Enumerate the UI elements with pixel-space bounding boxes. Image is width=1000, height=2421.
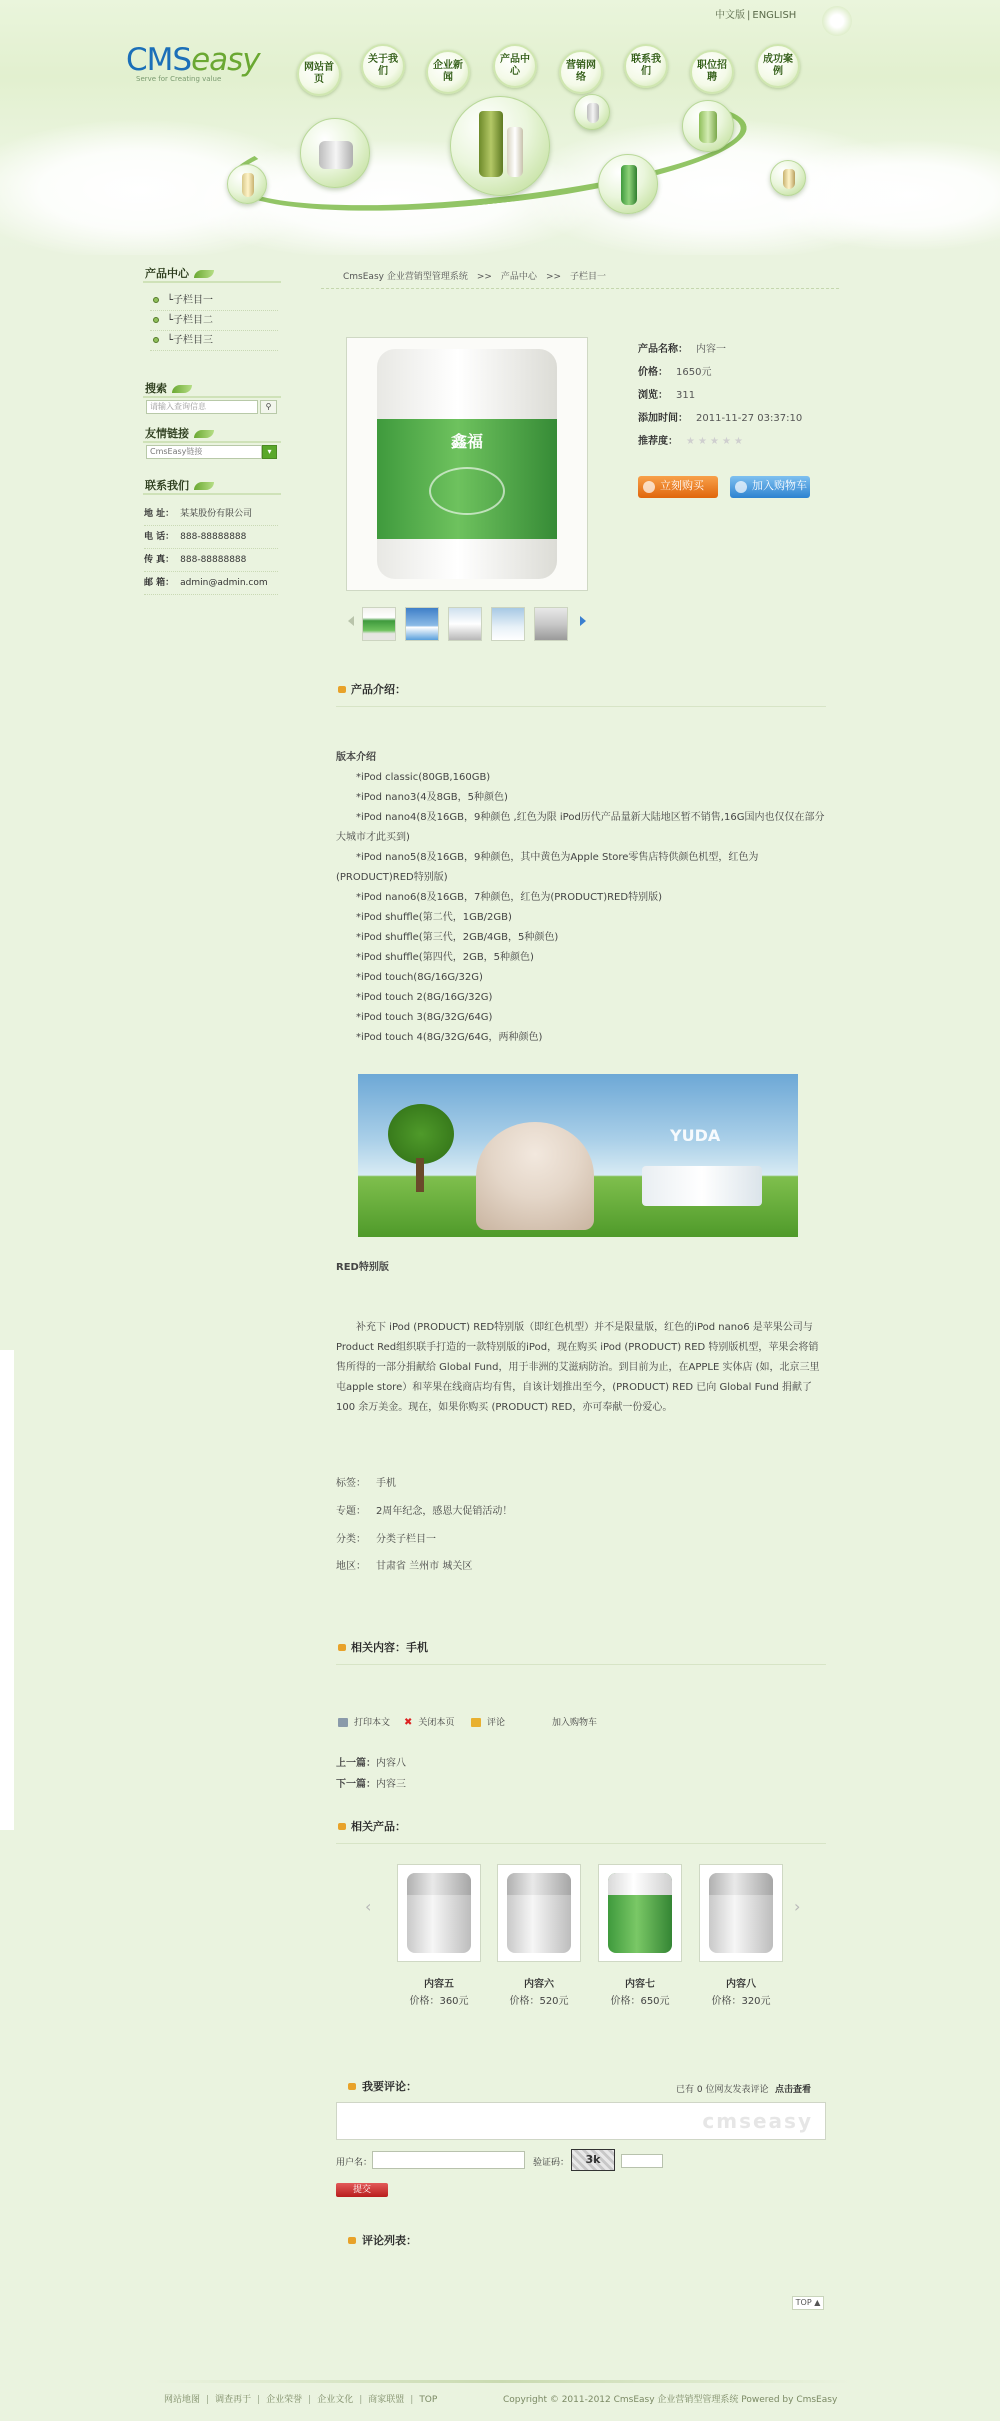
sidebar-item-sub1[interactable]: └子栏目一	[150, 292, 278, 311]
related-product-1[interactable]	[397, 1864, 481, 1962]
printer-icon	[338, 1718, 348, 1727]
product-views-row: 浏览： 311	[638, 390, 696, 401]
carousel-next-icon[interactable]: ›	[794, 1897, 801, 1916]
left-edge-strip	[0, 1350, 14, 1830]
product-name: 内容一	[696, 344, 726, 355]
prev-article-link[interactable]: 内容八	[376, 1758, 406, 1769]
contact-address: 地 址： 某某股份有限公司	[144, 504, 278, 526]
product-bubble	[227, 164, 267, 204]
logo-tagline: Serve for Creating value	[136, 75, 222, 83]
footer-link-survey[interactable]: 调查再于	[215, 2395, 252, 2405]
section-bullet-icon	[348, 2083, 356, 2090]
comment-textarea[interactable]	[336, 2102, 826, 2140]
product-bubble	[598, 154, 658, 214]
chevron-down-icon[interactable]: ▾	[262, 445, 277, 459]
thumb-next-arrow-icon[interactable]	[580, 616, 586, 626]
comment-list-title: 评论列表：	[346, 2234, 826, 2258]
star-icon[interactable]: ★	[698, 436, 707, 447]
related-content-title: 相关内容：手机	[336, 1641, 826, 1665]
close-icon: ✖	[404, 1717, 413, 1728]
related-product-3[interactable]	[598, 1864, 682, 1962]
section-bullet-icon	[338, 1644, 346, 1651]
buy-now-button[interactable]: 立刻购买	[638, 476, 718, 498]
footer-link-culture[interactable]: 企业文化	[317, 2395, 354, 2405]
bullet-icon	[153, 297, 159, 303]
prev-article: 上一篇：内容八	[336, 1758, 406, 1769]
product-time: 2011-11-27 03:37:10	[696, 413, 803, 424]
sidebar-contact-title: 联系我们	[143, 477, 281, 495]
thumbnail-4[interactable]	[491, 607, 525, 641]
related-product-price: 价格：320元	[711, 1996, 771, 2007]
product-price-row: 价格： 1650元	[638, 367, 712, 378]
comment-icon	[471, 1718, 481, 1727]
footer-link-alliance[interactable]: 商家联盟	[368, 2395, 405, 2405]
captcha-input[interactable]	[621, 2154, 663, 2168]
related-product-name[interactable]: 内容八	[726, 1979, 756, 1990]
related-products-title: 相关产品：	[336, 1820, 826, 1844]
leaf-icon	[194, 270, 214, 278]
links-select[interactable]: CmsEasy链接	[146, 445, 262, 459]
product-bubble	[770, 160, 806, 196]
header	[0, 0, 1000, 255]
view-comments-link[interactable]: 点击查看	[775, 2085, 812, 2095]
search-input[interactable]: 请输入查询信息	[146, 400, 258, 414]
nav-cases[interactable]: 成功案例	[756, 44, 800, 88]
related-product-price: 价格：360元	[409, 1996, 469, 2007]
thumbnail-5[interactable]	[534, 607, 568, 641]
nav-products[interactable]: 产品中心	[493, 44, 537, 88]
related-product-4[interactable]	[699, 1864, 783, 1962]
star-icon[interactable]: ★	[734, 436, 743, 447]
section-bullet-icon	[338, 686, 346, 693]
footer-divider	[152, 2380, 852, 2383]
cart-icon	[643, 481, 655, 493]
nav-news[interactable]: 企业新闻	[426, 50, 470, 94]
lang-chinese-link[interactable]: 中文版	[715, 10, 745, 21]
related-product-2[interactable]	[497, 1864, 581, 1962]
sidebar-links-title: 友情链接	[143, 425, 281, 443]
red-heading: RED特别版	[336, 1262, 389, 1273]
product-bubble	[300, 118, 370, 188]
bullet-icon	[153, 317, 159, 323]
nav-marketing[interactable]: 营销网络	[559, 50, 603, 94]
leaf-icon	[172, 385, 192, 393]
product-bubble	[574, 94, 610, 130]
thumbnail-1[interactable]	[362, 607, 396, 641]
category-link[interactable]: 分类子栏目一	[376, 1534, 436, 1545]
comment-button[interactable]: 评论	[471, 1715, 505, 1728]
meta-category: 分类： 分类子栏目一	[336, 1534, 436, 1545]
sidebar-search-title: 搜索	[143, 380, 281, 398]
nav-contact[interactable]: 联系我们	[624, 44, 668, 88]
flower-decoration	[822, 6, 852, 36]
promo-banner-image: YUDA	[358, 1074, 798, 1237]
language-switch: 中文版 | ENGLISH	[715, 10, 797, 21]
product-name-row: 产品名称： 内容一	[638, 344, 726, 355]
search-button[interactable]	[260, 400, 277, 414]
tool-add-cart-link[interactable]: 加入购物车	[552, 1718, 598, 1728]
product-thumbnails	[346, 604, 588, 644]
comment-watermark: cmseasy	[702, 2109, 813, 2133]
product-price: 1650元	[676, 367, 712, 378]
print-button[interactable]: 打印本文	[338, 1715, 390, 1728]
contact-email: 邮 箱： admin@admin.com	[144, 573, 278, 595]
carousel-prev-icon[interactable]: ‹	[365, 1897, 372, 1916]
product-time-row: 添加时间： 2011-11-27 03:37:10	[638, 413, 803, 424]
product-jar: 鑫福	[377, 349, 557, 579]
section-bullet-icon	[338, 1823, 346, 1830]
product-bubble	[450, 96, 550, 196]
tag-link[interactable]: 手机	[376, 1478, 396, 1489]
rating-stars	[686, 436, 746, 447]
comment-count: 已有 0 位网友发表评论	[676, 2085, 769, 2095]
contact-fax: 传 真： 888-88888888	[144, 550, 278, 572]
related-product-name[interactable]: 内容五	[424, 1979, 454, 1990]
lang-english-link[interactable]: ENGLISH	[752, 10, 797, 21]
related-product-name[interactable]: 内容六	[524, 1979, 554, 1990]
star-icon[interactable]: ★	[710, 436, 719, 447]
related-product-price: 价格：520元	[509, 1996, 569, 2007]
breadcrumb-products[interactable]: 产品中心	[500, 272, 537, 282]
sidebar-product-center-title: 产品中心	[143, 265, 281, 283]
comment-section-title: 我要评论：	[346, 2080, 826, 2104]
product-main-image[interactable]	[346, 337, 588, 591]
footer-links: 网站地图 | 调查再于 | 企业荣誉 | 企业文化 | 商家联盟 | TOP	[164, 2395, 438, 2405]
star-icon[interactable]: ★	[686, 436, 695, 447]
intro-section-title: 产品介绍：	[336, 683, 826, 707]
meta-region: 地区： 甘肃省 兰州市 城关区	[336, 1561, 473, 1572]
breadcrumb: CmsEasy 企业营销型管理系统 >> 产品中心 >> 子栏目一	[321, 271, 839, 289]
close-page-button[interactable]: ✖ 关闭本页	[404, 1717, 455, 1728]
footer-link-sitemap[interactable]: 网站地图	[164, 2395, 201, 2405]
footer-link-honor[interactable]: 企业荣誉	[266, 2395, 303, 2405]
nav-about[interactable]: 关于我们	[361, 44, 405, 88]
red-paragraph: 补充下 iPod (PRODUCT) RED特别版（即红色机型）并不是限量版，红色的iPod nano6 是苹果公司与Product Red组织联手打造的一款特别版的iPod，现在购买 iPod (PRODUCT) RED 特别版机型，苹果会将销售所得的一部分捐献给 Global Fund，用于非洲的艾滋病防治。到目前为止，在APPLE 实体店 (如，北京三里屯apple store）和苹果在线商店均有售，自该计划推出至今，(PRODUCT) RED 已向 Global Fund 捐献了 100 余万美金。现在，如果你购买 (PRODUCT) RED，亦可奉献一份爱心。	[336, 1322, 820, 1413]
sidebar-item-sub3[interactable]: └子栏目三	[150, 332, 278, 351]
star-icon[interactable]: ★	[722, 436, 731, 447]
copyright-text: Copyright © 2011-2012 CmsEasy 企业营销型管理系统 Powered by CmsEasy	[503, 2395, 838, 2405]
intro-text: 版本介绍 *iPod classic(80GB,160GB) *iPod nano3(4及8GB，5种颜色) *iPod nano4(8及16GB，9种颜色 ,红色为限 iPod历代产品量新大陆地区暂不销售,16G国内也仅仅在部分大城市才此买到) *iPod nano5(8及16GB，9种颜色，其中黄色为Apple Store零售店特供颜色机型，红色为 (PRODUCT)RED特别版) *iPod nano6(8及16GB，7种颜色，红色为(PRODUCT)RED特别版) *iPod shuffle(第二代，1GB/2GB) *iPod shuffle(第三代，2GB/4GB，5种颜色) *iPod shuffle(第四代，2GB，5种颜色) *iPod touch(8G/16G/32G) *iPod touch 2(8G/16G/32G) *iPod touch 3(8G/32G/64G) *iPod touch 4(8G/32G/64G，两种颜色)	[336, 752, 825, 1043]
topic-link[interactable]: 2周年纪念，感恩大促销活动！	[376, 1506, 513, 1517]
leaf-icon	[194, 430, 214, 438]
cart-icon	[735, 481, 747, 493]
section-bullet-icon	[348, 2237, 356, 2244]
submit-comment-button[interactable]: 提交	[336, 2183, 388, 2197]
thumbnail-2[interactable]	[405, 607, 439, 641]
search-icon: ⚲	[265, 402, 272, 411]
username-input[interactable]	[372, 2151, 525, 2169]
thumbnail-3[interactable]	[448, 607, 482, 641]
logo[interactable]: CMSeasy	[126, 42, 260, 78]
nav-home[interactable]: 网站首页	[297, 52, 341, 96]
bullet-icon	[153, 337, 159, 343]
back-to-top-button[interactable]: TOP ▲	[792, 2296, 824, 2310]
product-rating-row: 推荐度： ★ ★ ★ ★ ★	[638, 432, 746, 447]
product-views: 311	[676, 390, 696, 401]
meta-tags: 标签： 手机	[336, 1478, 396, 1489]
next-article-link[interactable]: 内容三	[376, 1779, 406, 1790]
related-product-price: 价格：650元	[610, 1996, 670, 2007]
thumb-prev-arrow-icon[interactable]	[348, 616, 354, 626]
product-bubble	[682, 100, 734, 152]
add-to-cart-button[interactable]: 加入购物车	[730, 476, 810, 498]
breadcrumb-current[interactable]: 子栏目一	[570, 272, 607, 282]
nav-jobs[interactable]: 职位招聘	[690, 50, 734, 94]
next-article: 下一篇：内容三	[336, 1779, 406, 1790]
meta-topic: 专题： 2周年纪念，感恩大促销活动！	[336, 1506, 513, 1517]
captcha-image[interactable]: 3k	[571, 2149, 615, 2171]
contact-phone: 电 话： 888-88888888	[144, 527, 278, 549]
sidebar-item-sub2[interactable]: └子栏目二	[150, 312, 278, 331]
captcha-label: 验证码：	[533, 2158, 570, 2168]
breadcrumb-home[interactable]: CmsEasy 企业营销型管理系统	[343, 272, 468, 282]
related-product-name[interactable]: 内容七	[625, 1979, 655, 1990]
footer-link-top[interactable]: TOP	[419, 2395, 438, 2405]
leaf-icon	[194, 482, 214, 490]
username-label: 用户名：	[336, 2158, 373, 2168]
